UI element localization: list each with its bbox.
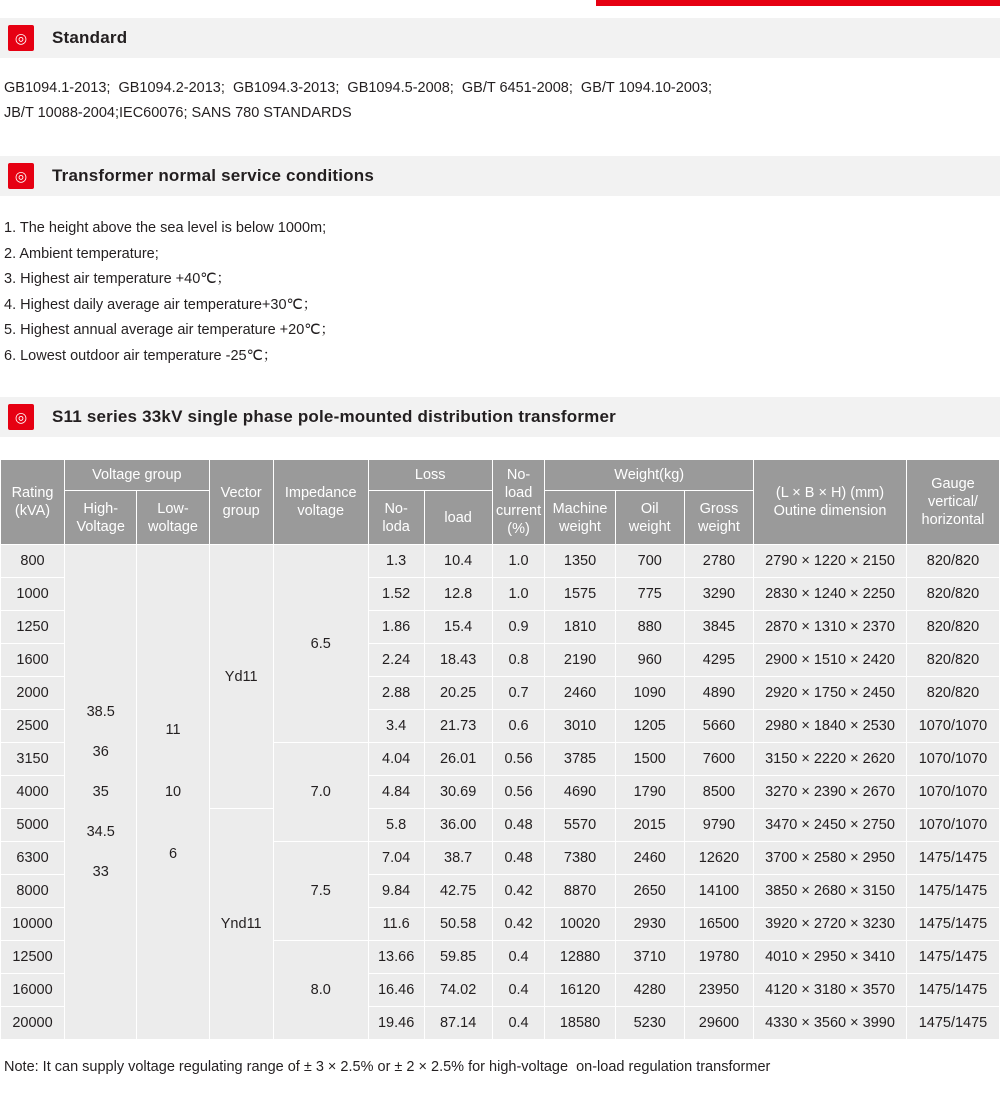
cell-oil-weight: 775 [615,578,684,611]
cell-no-loda: 13.66 [368,941,424,974]
circle-bullet-icon: ◎ [8,163,34,189]
cell-no-load-current: 0.48 [492,842,545,875]
cell-impedance: 7.0 [273,743,368,842]
cell-dimension: 3470 × 2450 × 2750 [754,809,907,842]
cell-dimension: 2980 × 1840 × 2530 [754,710,907,743]
cell-load: 21.73 [424,710,492,743]
cell-gross-weight: 23950 [684,974,753,1007]
table-header [1,460,1000,545]
cell-oil-weight: 2650 [615,875,684,908]
cell-gross-weight: 2780 [684,545,753,578]
cell-no-loda: 1.86 [368,611,424,644]
cell-vector-group: Ynd11 [209,809,273,1040]
cell-oil-weight: 2015 [615,809,684,842]
cell-gauge: 1070/1070 [906,743,999,776]
th-vector-group: Vector group [209,460,273,545]
cell-rating: 6300 [1,842,65,875]
cell-oil-weight: 1790 [615,776,684,809]
cell-machine-weight: 10020 [545,908,615,941]
cell-gauge: 1070/1070 [906,809,999,842]
cell-no-load-current: 0.42 [492,875,545,908]
cell-gauge: 820/820 [906,644,999,677]
cell-gauge: 1475/1475 [906,941,999,974]
cell-no-load-current: 0.8 [492,644,545,677]
th-gross-weight: Gross weight [684,491,753,545]
cell-no-loda: 16.46 [368,974,424,1007]
cell-rating: 2500 [1,710,65,743]
low-voltage-values [139,547,206,1037]
cell-high-voltage [65,545,137,1040]
cell-rating: 2000 [1,677,65,710]
th-weight: Weight(kg) [545,460,754,491]
cell-no-loda: 4.04 [368,743,424,776]
cell-oil-weight: 5230 [615,1007,684,1040]
high-voltage-value: 35 [92,784,109,800]
spacer [0,437,1000,459]
cell-no-loda: 4.84 [368,776,424,809]
cell-impedance: 8.0 [273,941,368,1040]
cell-rating: 20000 [1,1007,65,1040]
th-high-voltage: High-Voltage [65,491,137,545]
cell-gauge: 1475/1475 [906,974,999,1007]
cell-load: 10.4 [424,545,492,578]
cell-gauge: 1475/1475 [906,875,999,908]
table-note: Note: It can supply voltage regulating range of ± 3 × 2.5% or ± 2 × 2.5% for high-voltage on-load regulation transformer [4,1059,771,1075]
cell-gross-weight: 3290 [684,578,753,611]
high-voltage-value: 38.5 [86,704,115,720]
cell-gross-weight: 3845 [684,611,753,644]
cell-no-load-current: 1.0 [492,578,545,611]
cell-rating: 16000 [1,974,65,1007]
th-rating: Rating (kVA) [1,460,65,545]
cell-load: 42.75 [424,875,492,908]
cell-no-loda: 2.88 [368,677,424,710]
standard-body [0,58,1000,126]
cell-load: 59.85 [424,941,492,974]
th-no-loda: No-loda [368,491,424,545]
cell-oil-weight: 2460 [615,842,684,875]
cell-machine-weight: 12880 [545,941,615,974]
cell-machine-weight: 2460 [545,677,615,710]
cell-load: 26.01 [424,743,492,776]
cell-no-loda: 2.24 [368,644,424,677]
cell-machine-weight: 1810 [545,611,615,644]
spacer [0,126,1000,156]
cell-machine-weight: 5570 [545,809,615,842]
cell-rating: 3150 [1,743,65,776]
list-item: 5. Highest annual average air temperature +20℃； [4,322,336,338]
cell-dimension: 3270 × 2390 × 2670 [754,776,907,809]
table-row [1,545,1000,578]
cell-load: 20.25 [424,677,492,710]
cell-no-loda: 9.84 [368,875,424,908]
cell-load: 18.43 [424,644,492,677]
section-title: Transformer normal service conditions [52,166,374,185]
cell-gross-weight: 14100 [684,875,753,908]
cell-rating: 4000 [1,776,65,809]
cell-machine-weight: 1575 [545,578,615,611]
th-voltage-group: Voltage group [65,460,210,491]
cell-rating: 1600 [1,644,65,677]
cell-oil-weight: 2930 [615,908,684,941]
section-header-service-conditions [0,156,1000,196]
cell-no-loda: 1.52 [368,578,424,611]
cell-machine-weight: 8870 [545,875,615,908]
standard-line: JB/T 10088-2004;IEC60076; SANS 780 STANDARDS [4,105,352,121]
cell-load: 12.8 [424,578,492,611]
cell-machine-weight: 4690 [545,776,615,809]
cell-no-loda: 3.4 [368,710,424,743]
list-item: 4. Highest daily average air temperature+30℃； [4,296,318,313]
cell-vector-group: Yd11 [209,545,273,809]
cell-no-loda: 19.46 [368,1007,424,1040]
cell-dimension: 4330 × 3560 × 3990 [754,1007,907,1040]
cell-gross-weight: 29600 [684,1007,753,1040]
cell-no-load-current: 1.0 [492,545,545,578]
cell-machine-weight: 1350 [545,545,615,578]
cell-gross-weight: 16500 [684,908,753,941]
cell-oil-weight: 880 [615,611,684,644]
high-voltage-value: 33 [92,864,109,880]
cell-dimension: 3920 × 2720 × 3230 [754,908,907,941]
cell-gauge: 820/820 [906,677,999,710]
cell-no-loda: 11.6 [368,908,424,941]
list-item: 6. Lowest outdoor air temperature -25℃； [4,347,278,364]
cell-rating: 800 [1,545,65,578]
low-voltage-value: 6 [168,846,178,862]
cell-no-loda: 7.04 [368,842,424,875]
cell-oil-weight: 1500 [615,743,684,776]
circle-bullet-icon: ◎ [8,404,34,430]
cell-load: 38.7 [424,842,492,875]
cell-gross-weight: 8500 [684,776,753,809]
high-voltage-value: 36 [92,744,109,760]
cell-machine-weight: 7380 [545,842,615,875]
cell-gauge: 820/820 [906,545,999,578]
cell-no-loda: 1.3 [368,545,424,578]
cell-gauge: 1475/1475 [906,908,999,941]
cell-machine-weight: 3010 [545,710,615,743]
cell-no-load-current: 0.6 [492,710,545,743]
cell-load: 36.00 [424,809,492,842]
cell-gross-weight: 12620 [684,842,753,875]
list-item: 2. Ambient temperature; [4,245,159,262]
cell-machine-weight: 3785 [545,743,615,776]
cell-gauge: 1070/1070 [906,710,999,743]
cell-rating: 8000 [1,875,65,908]
cell-dimension: 3850 × 2680 × 3150 [754,875,907,908]
cell-dimension: 2830 × 1240 × 2250 [754,578,907,611]
cell-dimension: 3700 × 2580 × 2950 [754,842,907,875]
specification-table [0,459,1000,1040]
cell-dimension: 3150 × 2220 × 2620 [754,743,907,776]
th-impedance-voltage: Impedance voltage [273,460,368,545]
cell-no-load-current: 0.4 [492,941,545,974]
cell-gross-weight: 9790 [684,809,753,842]
cell-load: 50.58 [424,908,492,941]
cell-machine-weight: 18580 [545,1007,615,1040]
cell-dimension: 4010 × 2950 × 3410 [754,941,907,974]
cell-gauge: 1070/1070 [906,776,999,809]
low-voltage-value: 11 [165,722,181,738]
section-title: S11 series 33kV single phase pole-mounted distribution transformer [52,407,616,426]
cell-load: 74.02 [424,974,492,1007]
th-loss: Loss [368,460,492,491]
cell-gross-weight: 5660 [684,710,753,743]
section-title: Standard [52,28,128,47]
cell-dimension: 2900 × 1510 × 2420 [754,644,907,677]
cell-oil-weight: 700 [615,545,684,578]
cell-rating: 10000 [1,908,65,941]
service-conditions-list [0,196,1000,369]
cell-no-load-current: 0.48 [492,809,545,842]
section-header-s11-series [0,397,1000,437]
cell-rating: 1000 [1,578,65,611]
cell-load: 15.4 [424,611,492,644]
cell-low-voltage [137,545,209,1040]
section-header-standard [0,18,1000,58]
cell-gross-weight: 7600 [684,743,753,776]
th-low-voltage: Low-woltage [137,491,209,545]
cell-load: 87.14 [424,1007,492,1040]
cell-gauge: 820/820 [906,578,999,611]
th-gauge: Gauge vertical/ horizontal [906,460,999,545]
cell-no-load-current: 0.56 [492,743,545,776]
cell-gross-weight: 4295 [684,644,753,677]
cell-rating: 1250 [1,611,65,644]
cell-no-load-current: 0.4 [492,1007,545,1040]
cell-oil-weight: 3710 [615,941,684,974]
cell-no-load-current: 0.9 [492,611,545,644]
th-oil-weight: Oil weight [615,491,684,545]
table-header-row-1 [1,460,1000,491]
cell-rating: 12500 [1,941,65,974]
th-dimension: (L × B × H) (mm) Outine dimension [754,460,907,545]
low-voltage-value: 10 [164,784,182,800]
cell-dimension: 2790 × 1220 × 2150 [754,545,907,578]
cell-no-load-current: 0.42 [492,908,545,941]
cell-gauge: 1475/1475 [906,1007,999,1040]
cell-oil-weight: 1205 [615,710,684,743]
cell-load: 30.69 [424,776,492,809]
cell-dimension: 4120 × 3180 × 3570 [754,974,907,1007]
cell-oil-weight: 4280 [615,974,684,1007]
list-item: 3. Highest air temperature +40℃； [4,271,232,287]
th-machine-weight: Machine weight [545,491,615,545]
cell-no-load-current: 0.4 [492,974,545,1007]
cell-no-load-current: 0.7 [492,677,545,710]
cell-gross-weight: 19780 [684,941,753,974]
cell-rating: 5000 [1,809,65,842]
table-body [1,545,1000,1040]
th-load: load [424,491,492,545]
high-voltage-values [67,547,134,1037]
cell-oil-weight: 1090 [615,677,684,710]
cell-oil-weight: 960 [615,644,684,677]
list-item: 1. The height above the sea level is below 1000m; [4,220,327,236]
th-no-load-current: No-load current (%) [492,460,545,545]
cell-impedance: 7.5 [273,842,368,941]
cell-gross-weight: 4890 [684,677,753,710]
cell-machine-weight: 2190 [545,644,615,677]
top-accent-bar [596,0,1000,6]
cell-gauge: 1475/1475 [906,842,999,875]
cell-no-loda: 5.8 [368,809,424,842]
cell-dimension: 2870 × 1310 × 2370 [754,611,907,644]
cell-dimension: 2920 × 1750 × 2450 [754,677,907,710]
high-voltage-value: 34.5 [86,824,115,840]
cell-impedance: 6.5 [273,545,368,743]
cell-machine-weight: 16120 [545,974,615,1007]
spacer [0,369,1000,397]
cell-gauge: 820/820 [906,611,999,644]
standard-line: GB1094.1-2013; GB1094.2-2013; GB1094.3-2013; GB1094.5-2008; GB/T 6451-2008; GB/T 1094.10-2003; [4,80,713,96]
cell-no-load-current: 0.56 [492,776,545,809]
circle-bullet-icon: ◎ [8,25,34,51]
